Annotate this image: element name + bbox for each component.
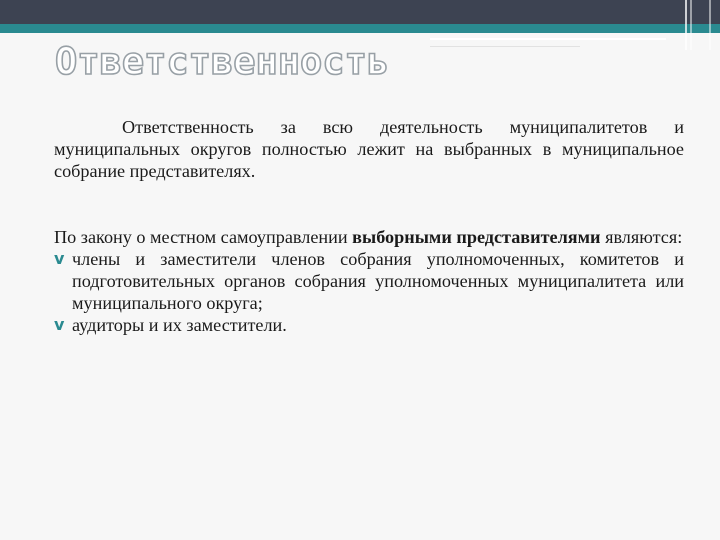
top-bar (0, 0, 720, 24)
check-bullet-icon: v (54, 249, 65, 268)
paragraph-law (54, 226, 684, 248)
corner-decoration (680, 0, 720, 50)
title-rule-secondary (430, 46, 580, 47)
paragraph-law-bold: выборными представителями (352, 227, 601, 247)
slide-body (54, 116, 684, 336)
paragraph-responsibility: Ответственность за всю деятельность муниципалитетов и муниципальных округов полностью лежит на выбранных в муниципальное собрание представителях. (54, 117, 684, 181)
accent-bar (0, 24, 720, 33)
check-bullet-icon: v (54, 315, 65, 334)
title-rule (430, 38, 666, 40)
list-item-text: аудиторы и их заместители. (72, 315, 287, 335)
list-item-text: члены и заместители членов собрания уполномоченных, комитетов и подготовительных органов собрания уполномоченных муниципалитета или муниципального округа; (72, 249, 684, 313)
representatives-list (54, 248, 684, 336)
paragraph-law-start: По закону о местном самоуправлении (54, 227, 353, 247)
slide-title: Ответственность (55, 40, 390, 83)
paragraph-law-end: являются: (600, 227, 683, 247)
list-item (54, 314, 684, 336)
list-item (54, 248, 684, 314)
